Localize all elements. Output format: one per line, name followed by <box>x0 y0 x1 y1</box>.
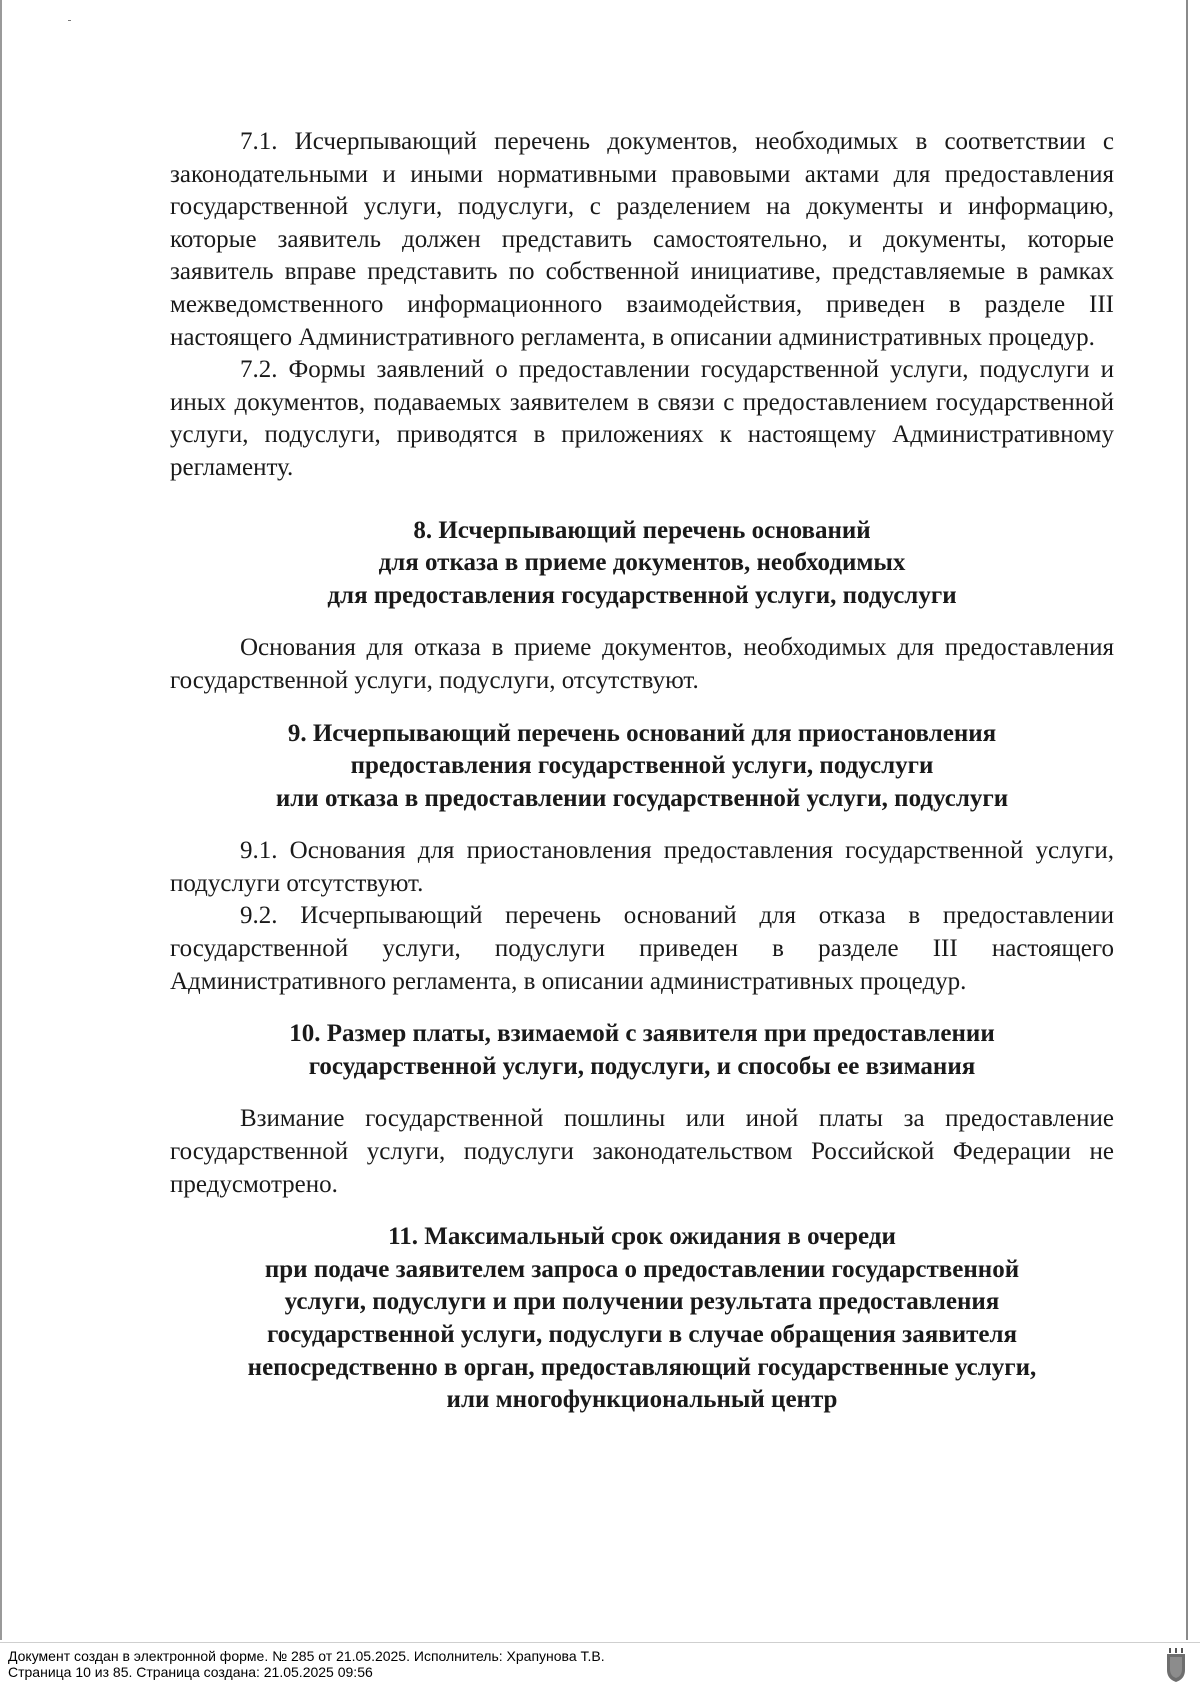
coat-of-arms-icon <box>1166 1648 1186 1682</box>
heading-line: государственной услуги, подуслуги, и способы ее взимания <box>308 1052 976 1080</box>
section-10-heading <box>170 1018 1114 1083</box>
document-body <box>170 126 1114 1417</box>
page-edge-left <box>0 0 2 1640</box>
paragraph-10: Взимание государственной пошлины или иной платы за предоставление государственной услуги, подуслуги законодательством Российской Федерации не предусмотрено. <box>170 1105 1114 1198</box>
heading-line: 9. Исчерпывающий перечень оснований для приостановления <box>287 719 997 747</box>
document-footer <box>8 1648 1108 1680</box>
heading-line: 8. Исчерпывающий перечень оснований <box>413 516 871 544</box>
heading-line: государственной услуги, подуслуги в случае обращения заявителя <box>266 1321 1018 1348</box>
paragraph-8: Основания для отказа в приеме документов, необходимых для предоставления государственной услуги, подуслуги, отсутствуют. <box>170 634 1114 694</box>
scan-speck <box>68 20 71 21</box>
paragraph-9-2: 9.2. Исчерпывающий перечень оснований для отказа в предоставлении государственной услуги, подуслуги приведен в разделе III настоящего Административного регламента, в описании административных процедур. <box>170 902 1114 995</box>
heading-line: непосредственно в орган, предоставляющий государственные услуги, <box>247 1353 1037 1381</box>
paragraph-9-1: 9.1. Основания для приостановления предоставления государственной услуги, подуслуги отсутствуют. <box>170 837 1114 897</box>
paragraph-7-1: 7.1. Исчерпывающий перечень документов, необходимых в соответствии с законодательными и иными нормативными правовыми актами для предоставления государственной услуги, подуслуги, с разделением на документы и информацию, которые заявитель должен представить самостоятельно, и документы, которые заявитель вправе представить по собственной инициативе, представляемые в рамках межведомственного информационного взаимодействия, приведен в разделе III настоящего Административного регламента, в описании административных процедур. <box>170 128 1114 351</box>
section-8-heading <box>170 515 1114 613</box>
section-11-heading <box>170 1221 1114 1417</box>
heading-line: или многофункциональный центр <box>446 1386 838 1414</box>
paragraph-7-2: 7.2. Формы заявлений о предоставлении государственной услуги, подуслуги и иных документов, подаваемых заявителем в связи с предоставлением государственной услуги, подуслуги, приводятся в приложениях к настоящему Административному регламенту. <box>170 356 1114 481</box>
heading-line: для предоставления государственной услуги, подуслуги <box>327 581 957 609</box>
page-edge-right <box>1186 0 1188 1640</box>
heading-line: 10. Размер платы, взимаемой с заявителя при предоставлении <box>289 1020 995 1048</box>
heading-line: 11. Максимальный срок ожидания в очереди <box>388 1223 896 1251</box>
heading-line: предоставления государственной услуги, подуслуги <box>350 752 934 780</box>
heading-line: услуги, подуслуги и при получении результата предоставления <box>284 1288 1000 1316</box>
footer-line-document-info: Документ создан в электронной форме. № 285 от 21.05.2025. Исполнитель: Храпунова Т.В. <box>8 1648 605 1664</box>
heading-line: для отказа в приеме документов, необходимых <box>378 549 906 577</box>
section-9-heading <box>170 718 1114 816</box>
footer-line-page-info: Страница 10 из 85. Страница создана: 21.05.2025 09:56 <box>8 1664 373 1680</box>
heading-line: при подаче заявителем запроса о предоставлении государственной <box>264 1255 1020 1283</box>
heading-line: или отказа в предоставлении государственной услуги, подуслуги <box>275 784 1009 812</box>
footer-divider <box>0 1642 1200 1643</box>
